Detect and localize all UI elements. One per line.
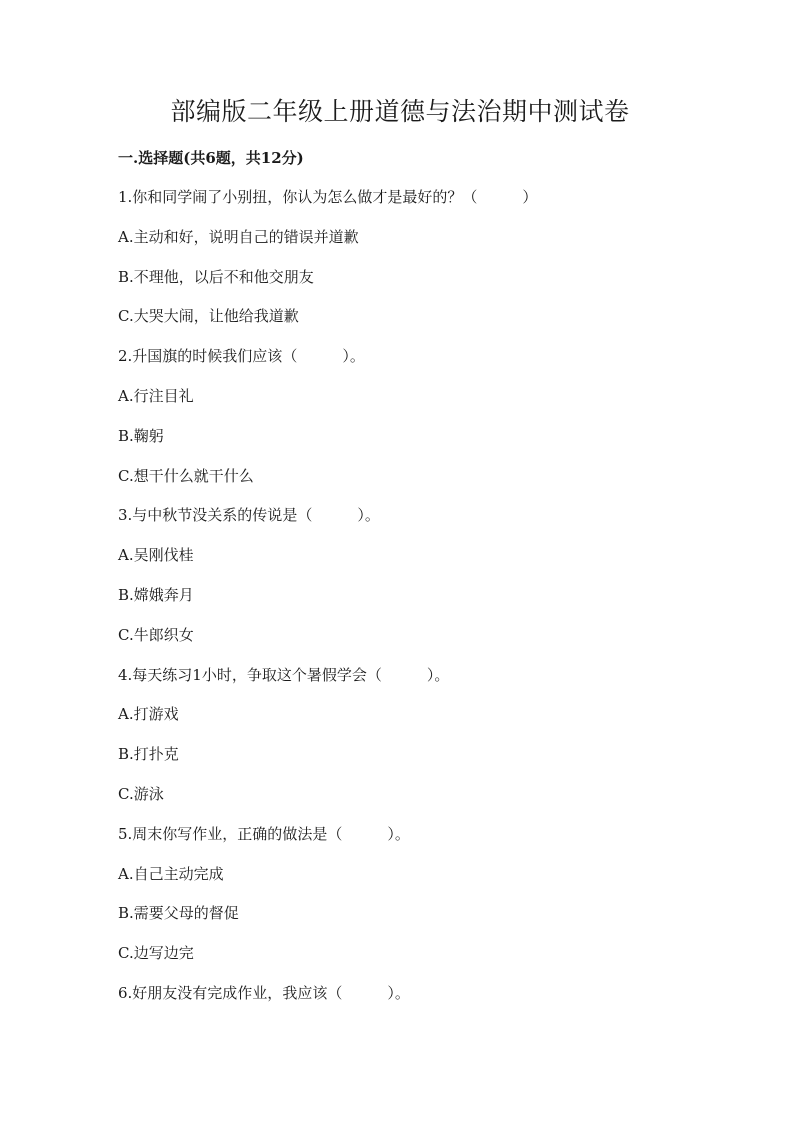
answer-option: C.游泳 (118, 784, 164, 803)
answer-option: B.不理他，以后不和他交朋友 (118, 267, 314, 286)
answer-option: C.大哭大闹，让他给我道歉 (118, 307, 299, 326)
answer-option: A.吴刚伐桂 (118, 546, 194, 565)
question-stem: 2.升国旗的时候我们应该（ ）。 (118, 347, 365, 366)
answer-option: B.打扑克 (118, 745, 179, 764)
answer-option: B.鞠躬 (118, 426, 164, 445)
page-title: 部编版二年级上册道德与法治期中测试卷 (170, 97, 630, 126)
answer-option: C.边写边完 (118, 944, 194, 963)
question-stem: 1.你和同学闹了小别扭，你认为怎么做才是最好的？（ ） (118, 188, 538, 206)
question-stem: 4.每天练习1小时，争取这个暑假学会（ ）。 (118, 665, 450, 684)
question-stem: 6.好朋友没有完成作业，我应该（ ）。 (118, 983, 410, 1002)
answer-option: A.行注目礼 (118, 386, 194, 405)
answer-option: A.打游戏 (118, 705, 179, 724)
section-heading: 一.选择题(共6题，共12分) (118, 149, 304, 167)
answer-option: A.主动和好，说明自己的错误并道歉 (118, 227, 359, 246)
answer-option: B.嫦娥奔月 (118, 585, 194, 604)
question-stem: 5.周末你写作业，正确的做法是（ ）。 (118, 824, 410, 843)
question-list (118, 185, 718, 1021)
answer-option: B.需要父母的督促 (118, 904, 239, 923)
question-stem: 3.与中秋节没关系的传说是（ ）。 (118, 506, 380, 525)
answer-option: C.想干什么就干什么 (118, 466, 254, 485)
answer-option: A.自己主动完成 (118, 864, 224, 883)
answer-option: C.牛郎织女 (118, 625, 194, 644)
